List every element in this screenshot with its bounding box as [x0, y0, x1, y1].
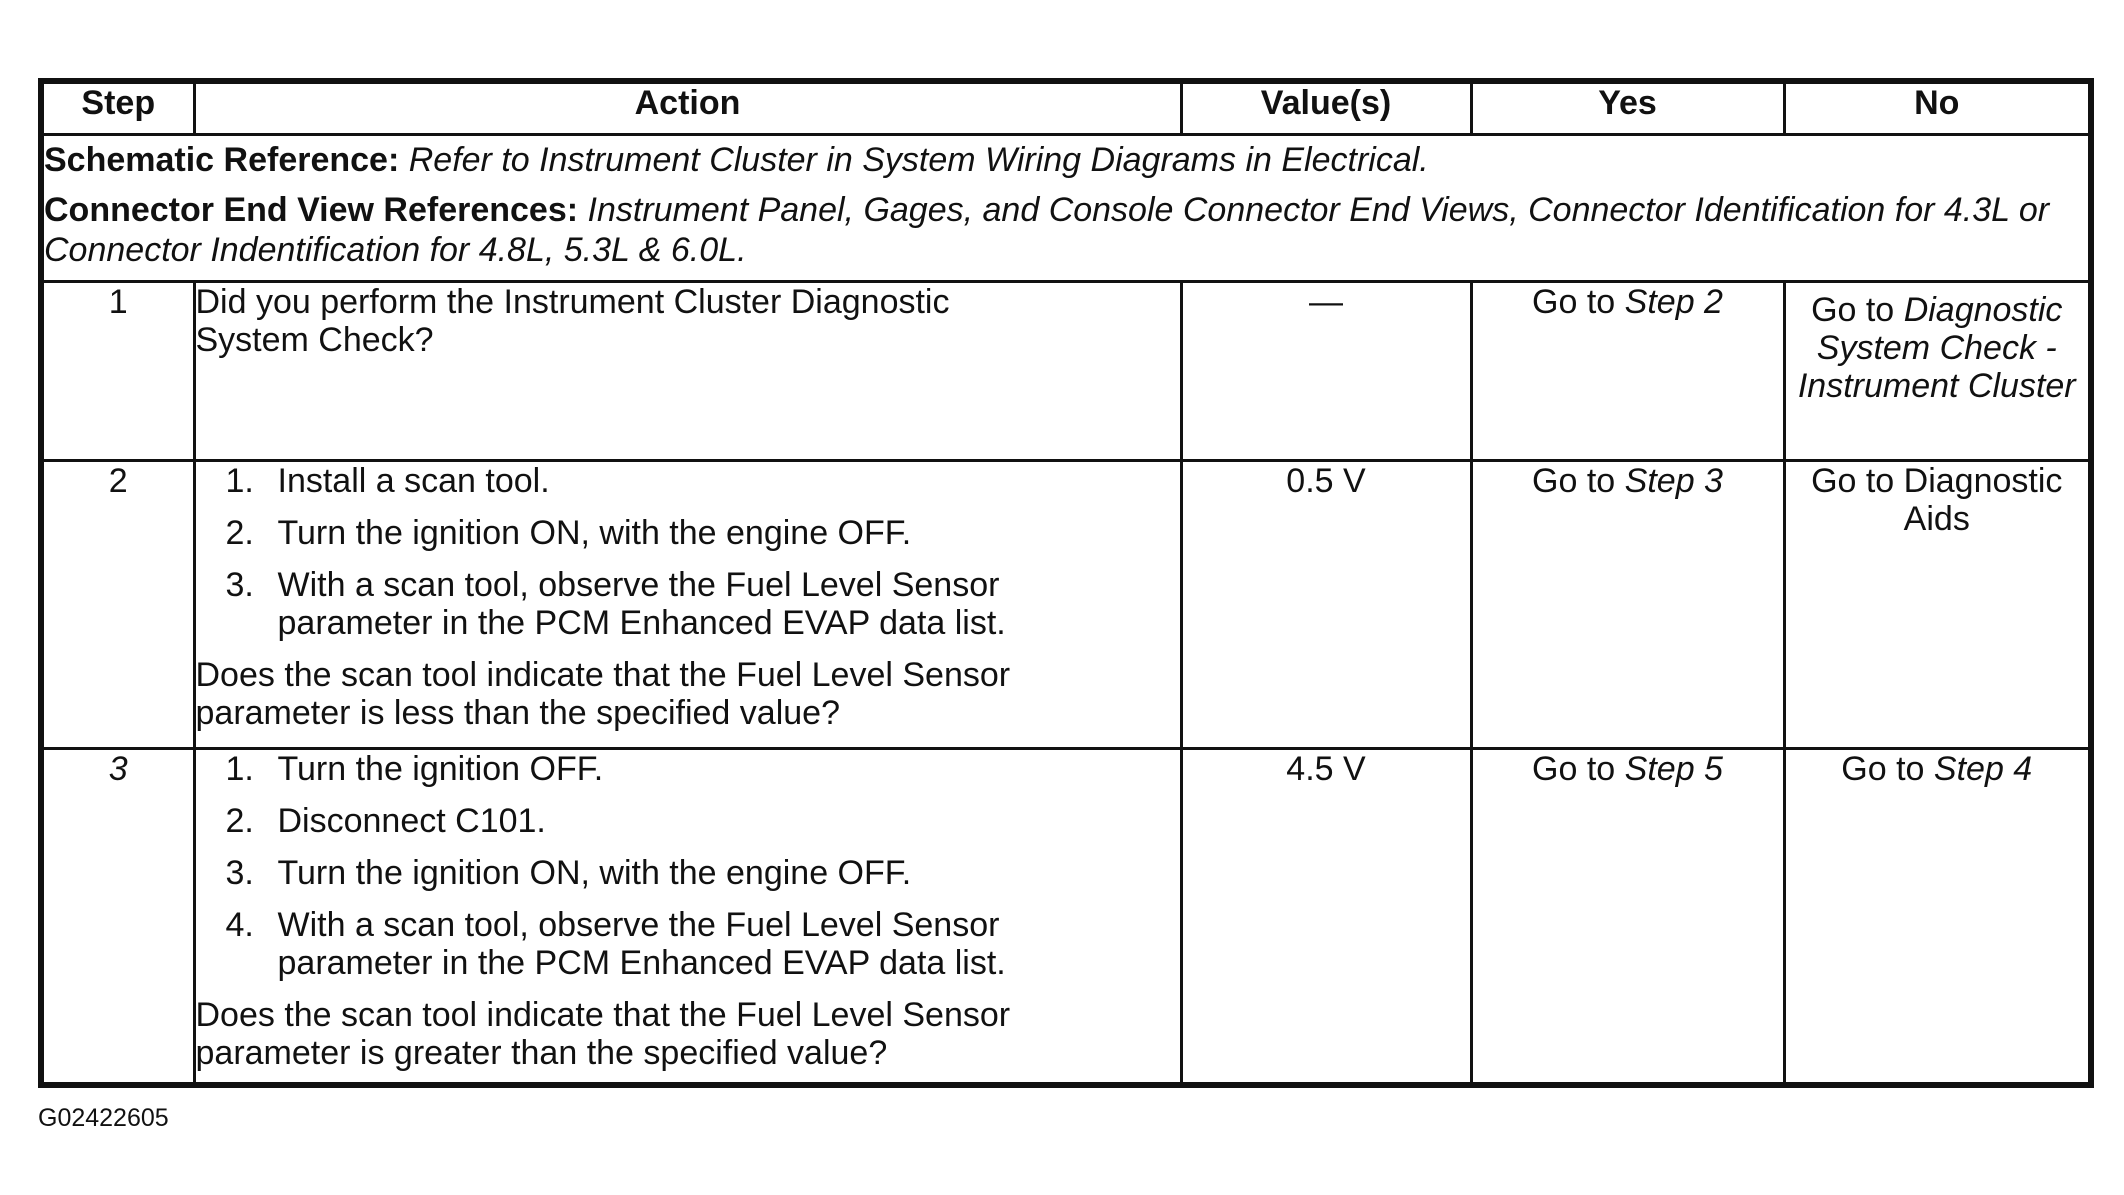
no-prefix: Go to: [1841, 749, 1925, 788]
connector-reference-text: Instrument Panel, Gages, and Console Connector End Views, Connector Identification for 4.3L or Connector Indentification for 4.8L, 5.3L & 6.0L.: [44, 190, 2050, 269]
step-number: 3: [44, 748, 194, 1082]
step-question: Did you perform the Instrument Cluster Diagnostic System Check?: [195, 282, 950, 359]
no-link[interactable]: Go to Diagnostic Aids: [1811, 461, 2063, 538]
step-action: [194, 460, 1181, 748]
step-number: 1: [44, 281, 194, 460]
step-question: Does the scan tool indicate that the Fuel Level Sensor parameter is greater than the specified value?: [195, 995, 1011, 1072]
header-no: No: [1784, 84, 2088, 134]
step-number: 2: [44, 460, 194, 748]
diagnostic-table: [44, 84, 2088, 1082]
step-no: [1784, 281, 2088, 460]
connector-reference-label: Connector End View References:: [44, 190, 579, 229]
step-row-2: [44, 460, 2088, 748]
list-item: 2. Disconnect C101.: [225, 801, 546, 840]
schematic-reference-text: Refer to Instrument Cluster in System Wiring Diagrams in Electrical.: [408, 140, 1429, 179]
header-yes: Yes: [1471, 84, 1784, 134]
step-value: 0.5 V: [1181, 460, 1471, 748]
header-action: Action: [194, 84, 1181, 134]
step-yes: [1471, 748, 1784, 1082]
step-no: [1784, 460, 2088, 748]
schematic-reference-label: Schematic Reference:: [44, 140, 400, 179]
no-link[interactable]: Diagnostic System Check - Instrument Cluster: [1797, 290, 2076, 405]
references-cell: [44, 134, 2088, 281]
figure-id: G02422605: [38, 1104, 169, 1132]
step-no: [1784, 748, 2088, 1082]
diagnostic-table-frame: [38, 78, 2094, 1088]
list-item: 1. Turn the ignition OFF.: [225, 749, 604, 788]
header-values: Value(s): [1181, 84, 1471, 134]
list-item: 3. With a scan tool, observe the Fuel Level Sensor parameter in the PCM Enhanced EVAP data list.: [225, 565, 1006, 642]
step-row-3: [44, 748, 2088, 1082]
yes-prefix: Go to: [1532, 461, 1616, 500]
step-action: [194, 281, 1181, 460]
references-row: [44, 134, 2088, 281]
connector-reference: [44, 190, 2088, 270]
yes-link[interactable]: Step 3: [1624, 461, 1723, 500]
list-item: 1. Install a scan tool.: [225, 461, 550, 500]
schematic-reference: [44, 140, 2088, 180]
no-prefix: Go to: [1811, 290, 1895, 329]
list-item: 3. Turn the ignition ON, with the engine OFF.: [225, 853, 912, 892]
step-value: —: [1181, 281, 1471, 460]
header-row: [44, 84, 2088, 134]
list-item: 2. Turn the ignition ON, with the engine OFF.: [225, 513, 912, 552]
no-link[interactable]: Step 4: [1933, 749, 2033, 788]
yes-link[interactable]: Step 2: [1624, 282, 1723, 321]
header-step: Step: [44, 84, 194, 134]
step-substeps: [196, 750, 1180, 982]
yes-prefix: Go to: [1532, 282, 1616, 321]
step-action: [194, 748, 1181, 1082]
step-yes: [1471, 281, 1784, 460]
step-yes: [1471, 460, 1784, 748]
step-question: Does the scan tool indicate that the Fuel Level Sensor parameter is less than the specified value?: [195, 655, 1011, 732]
yes-link[interactable]: Step 5: [1624, 749, 1723, 788]
step-row-1: [44, 281, 2088, 460]
step-substeps: [196, 462, 1180, 642]
list-item: 4. With a scan tool, observe the Fuel Level Sensor parameter in the PCM Enhanced EVAP data list.: [225, 905, 1006, 982]
yes-prefix: Go to: [1532, 749, 1616, 788]
step-value: 4.5 V: [1181, 748, 1471, 1082]
